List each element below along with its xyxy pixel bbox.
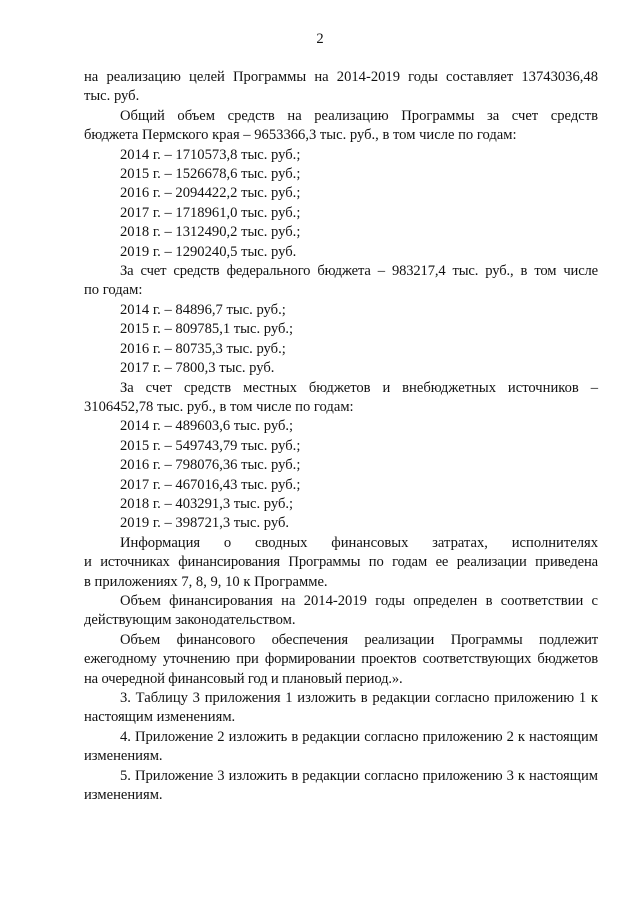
local-budget-years-list: [84, 417, 598, 533]
local-year-line: 2017 г. – 467016,43 тыс. руб.;: [120, 476, 301, 493]
perm-budget-years-list: [84, 146, 598, 262]
perm-year-line: 2014 г. – 1710573,8 тыс. руб.;: [120, 146, 301, 163]
local-year-line: 2015 г. – 549743,79 тыс. руб.;: [120, 437, 301, 454]
perm-budget-line-2: бюджета Пермского края – 9653366,3 тыс. руб., в том числе по годам:: [84, 127, 517, 144]
info-paragraph-line-3: в приложениях 7, 8, 9, 10 к Программе.: [84, 573, 328, 590]
local-year-line: 2018 г. – 403291,3 тыс. руб.;: [120, 495, 294, 512]
local-year-line: 2019 г. – 398721,3 тыс. руб.: [120, 515, 290, 532]
item-5-paragraph: 5. Приложение 3 изложить в редакции согласно приложению 3 к настоящим изменениям.: [84, 767, 598, 804]
funding-volume-paragraph: Объем финансирования на 2014-2019 годы определен в соответствии с действующим законодательством.: [84, 592, 598, 629]
local-budget-line-2: 3106452,78 тыс. руб., в том числе по годам:: [84, 398, 354, 415]
total-funding-line-1: на реализацию целей Программы на 2014-2019 годы составляет 13743036,48: [84, 69, 598, 85]
local-budget-line-1: За счет средств местных бюджетов и внебюджетных источников –: [120, 379, 598, 396]
perm-year-line: 2017 г. – 1718961,0 тыс. руб.;: [120, 204, 301, 221]
item-4-paragraph: 4. Приложение 2 изложить в редакции согласно приложению 2 к настоящим изменениям.: [84, 728, 598, 765]
item-3-paragraph: 3. Таблицу 3 приложения 1 изложить в редакции согласно приложению 1 к настоящим изменениям.: [84, 690, 598, 726]
federal-budget-line-2: по годам:: [84, 282, 143, 299]
federal-budget-line-1: За счет средств федерального бюджета – 983217,4 тыс. руб., в том числе: [120, 263, 598, 280]
federal-year-line: 2017 г. – 7800,3 тыс. руб.: [120, 360, 275, 377]
page-number: 2: [316, 31, 324, 47]
perm-year-line: 2018 г. – 1312490,2 тыс. руб.;: [120, 224, 301, 241]
federal-year-line: 2014 г. – 84896,7 тыс. руб.;: [120, 301, 286, 318]
info-paragraph-line-1: Информация о сводных финансовых затратах, исполнителях: [120, 534, 598, 551]
federal-year-line: 2015 г. – 809785,1 тыс. руб.;: [120, 321, 294, 338]
federal-year-line: 2016 г. – 80735,3 тыс. руб.;: [120, 340, 286, 357]
annual-adjustment-paragraph: Объем финансового обеспечения реализации Программы подлежит ежегодному уточнению при формировании проектов соответствующих бюджетов на очередной финансовый год и плановый период.».: [84, 631, 598, 687]
perm-year-line: 2016 г. – 2094422,2 тыс. руб.;: [120, 185, 301, 202]
perm-year-line: 2019 г. – 1290240,5 тыс. руб.: [120, 243, 297, 260]
local-year-line: 2016 г. – 798076,36 тыс. руб.;: [120, 457, 301, 474]
perm-year-line: 2015 г. – 1526678,6 тыс. руб.;: [120, 166, 301, 183]
federal-budget-years-list: [84, 301, 598, 379]
document-body: [84, 68, 598, 805]
total-funding-line-2: тыс. руб.: [84, 88, 140, 105]
info-paragraph-line-2: и источниках финансирования Программы по годам ее реализации приведена: [84, 554, 598, 571]
perm-budget-line-1: Общий объем средств на реализацию Программы за счет средств: [120, 107, 598, 124]
local-year-line: 2014 г. – 489603,6 тыс. руб.;: [120, 418, 294, 435]
